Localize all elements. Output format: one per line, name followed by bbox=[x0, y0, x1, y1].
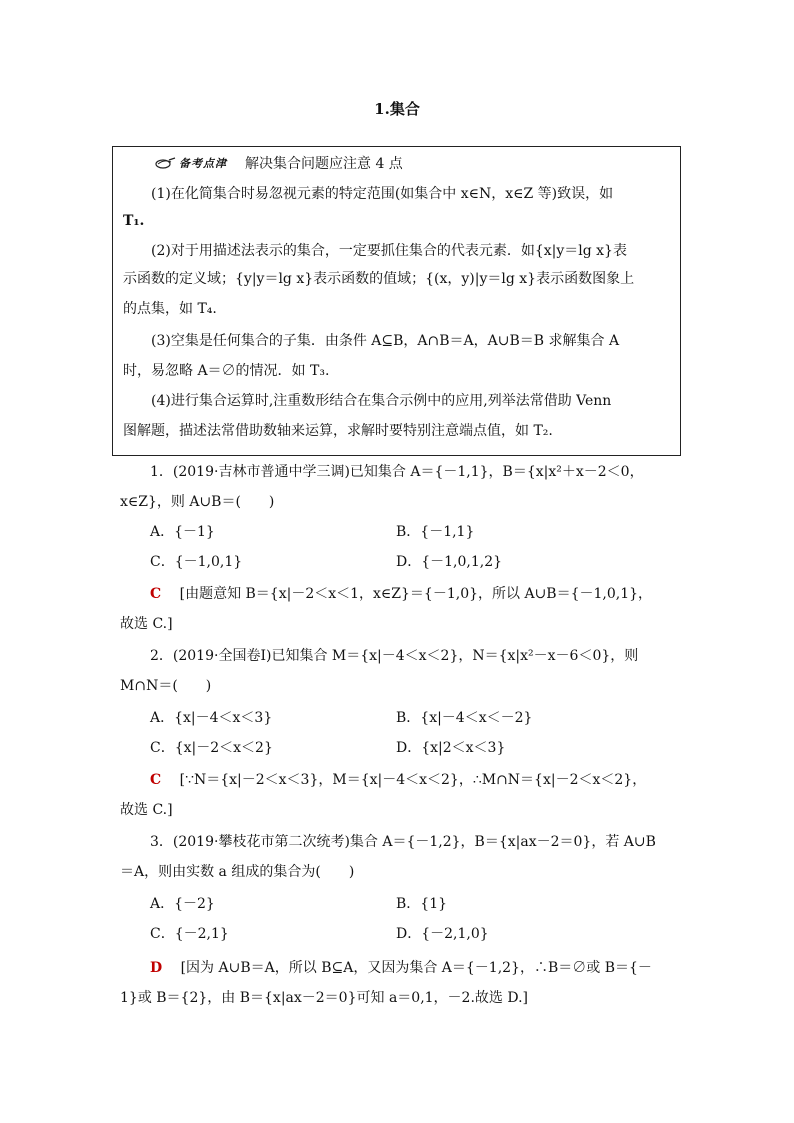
question-3-option-d: D．{－2,1,0} bbox=[396, 926, 489, 942]
question-3-answer: D bbox=[150, 960, 163, 976]
question-3-option-b: B．{1} bbox=[396, 896, 448, 912]
tips-line: (3)空集是任何集合的子集．由条件 A⊆B，A∩B＝A，A∪B＝B 求解集合 A bbox=[151, 333, 620, 349]
tips-line: (4)进行集合运算时,注重数形结合在集合示例中的应用,列举法常借助 Venn bbox=[151, 393, 612, 409]
tips-line: 示函数的定义域；{y|y＝lg x}表示函数的值域；{(x，y)|y＝lg x}表示函数图象上 bbox=[123, 271, 635, 287]
question-1-stem-cont: x∈Z}，则 A∪B＝( ) bbox=[120, 494, 275, 510]
question-1-stem: 1．(2019·吉林市普通中学三调)已知集合 A＝{－1,1}，B＝{x|x²＋x－2＜0， bbox=[150, 464, 644, 480]
question-3-stem: 3．(2019·攀枝花市第二次统考)集合 A＝{－1,2}，B＝{x|ax－2＝0}，若 A∪B bbox=[150, 834, 656, 850]
question-3-explanation-cont: 1}或 B＝{2}，由 B＝{x|ax－2＝0}可知 a＝0,1，－2.故选 D.] bbox=[120, 990, 529, 1006]
question-3-explanation bbox=[150, 958, 652, 978]
question-3-option-a: A．{－2} bbox=[150, 896, 215, 912]
question-1-option-c: C．{－1,0,1} bbox=[150, 554, 243, 570]
tips-heading: 解决集合问题应注意 4 点 bbox=[245, 156, 403, 172]
question-2-stem: 2．(2019·全国卷Ⅰ)已知集合 M＝{x|－4＜x＜2}，N＝{x|x²－x－6＜0}，则 bbox=[150, 648, 639, 664]
question-3-option-c: C．{－2,1} bbox=[150, 926, 229, 942]
question-2-explanation bbox=[150, 770, 646, 790]
question-2-option-b: B．{x|－4＜x＜－2} bbox=[396, 710, 533, 726]
question-1-explanation bbox=[150, 584, 652, 604]
question-1-explanation-cont: 故选 C.] bbox=[120, 616, 173, 632]
tips-logo bbox=[155, 155, 227, 171]
question-2-option-d: D．{x|2＜x＜3} bbox=[396, 740, 506, 756]
question-1-option-a: A．{－1} bbox=[150, 524, 215, 540]
tips-line: 图解题，描述法常借助数轴来运算，求解时要特别注意端点值，如 T₂. bbox=[123, 423, 553, 439]
tips-line: (1)在化简集合时易忽视元素的特定范围(如集合中 x∈N，x∈Z 等)致误，如 bbox=[151, 186, 614, 202]
question-2-explanation-text: [∵N＝{x|－2＜x＜3}，M＝{x|－4＜x＜2}，∴M∩N＝{x|－2＜x＜2}， bbox=[179, 772, 647, 788]
question-2-explanation-cont: 故选 C.] bbox=[120, 802, 173, 818]
question-1-answer: C bbox=[150, 586, 162, 602]
tips-line: T₁. bbox=[123, 213, 145, 229]
question-1-explanation-text: [由题意知 B＝{x|－2＜x＜1，x∈Z}＝{－1,0}，所以 A∪B＝{－1,0,1}， bbox=[179, 586, 653, 602]
question-2-option-a: A．{x|－4＜x＜3} bbox=[150, 710, 273, 726]
question-1-option-b: B．{－1,1} bbox=[396, 524, 475, 540]
leaf-icon bbox=[155, 156, 177, 170]
page-title: 1.集合 bbox=[374, 100, 420, 118]
question-3-explanation-text: [因为 A∪B＝A，所以 B⊆A，又因为集合 A＝{－1,2}，∴B＝∅或 B＝{－ bbox=[180, 960, 652, 976]
question-2-option-c: C．{x|－2＜x＜2} bbox=[150, 740, 273, 756]
question-3-stem-cont: ＝A，则由实数 a 组成的集合为( ) bbox=[120, 864, 355, 880]
tips-box bbox=[112, 146, 681, 456]
tips-line: 时，易忽略 A＝∅的情况．如 T₃. bbox=[123, 363, 330, 379]
tips-line: (2)对于用描述法表示的集合，一定要抓住集合的代表元素．如{x|y＝lg x}表 bbox=[151, 243, 627, 259]
question-2-stem-cont: M∩N＝( ) bbox=[120, 678, 212, 694]
question-2-answer: C bbox=[150, 772, 162, 788]
tips-logo-text: 备考点津 bbox=[179, 157, 227, 170]
question-1-option-d: D．{－1,0,1,2} bbox=[396, 554, 503, 570]
tips-box-header bbox=[155, 153, 403, 173]
tips-line: 的点集，如 T₄. bbox=[123, 301, 217, 317]
